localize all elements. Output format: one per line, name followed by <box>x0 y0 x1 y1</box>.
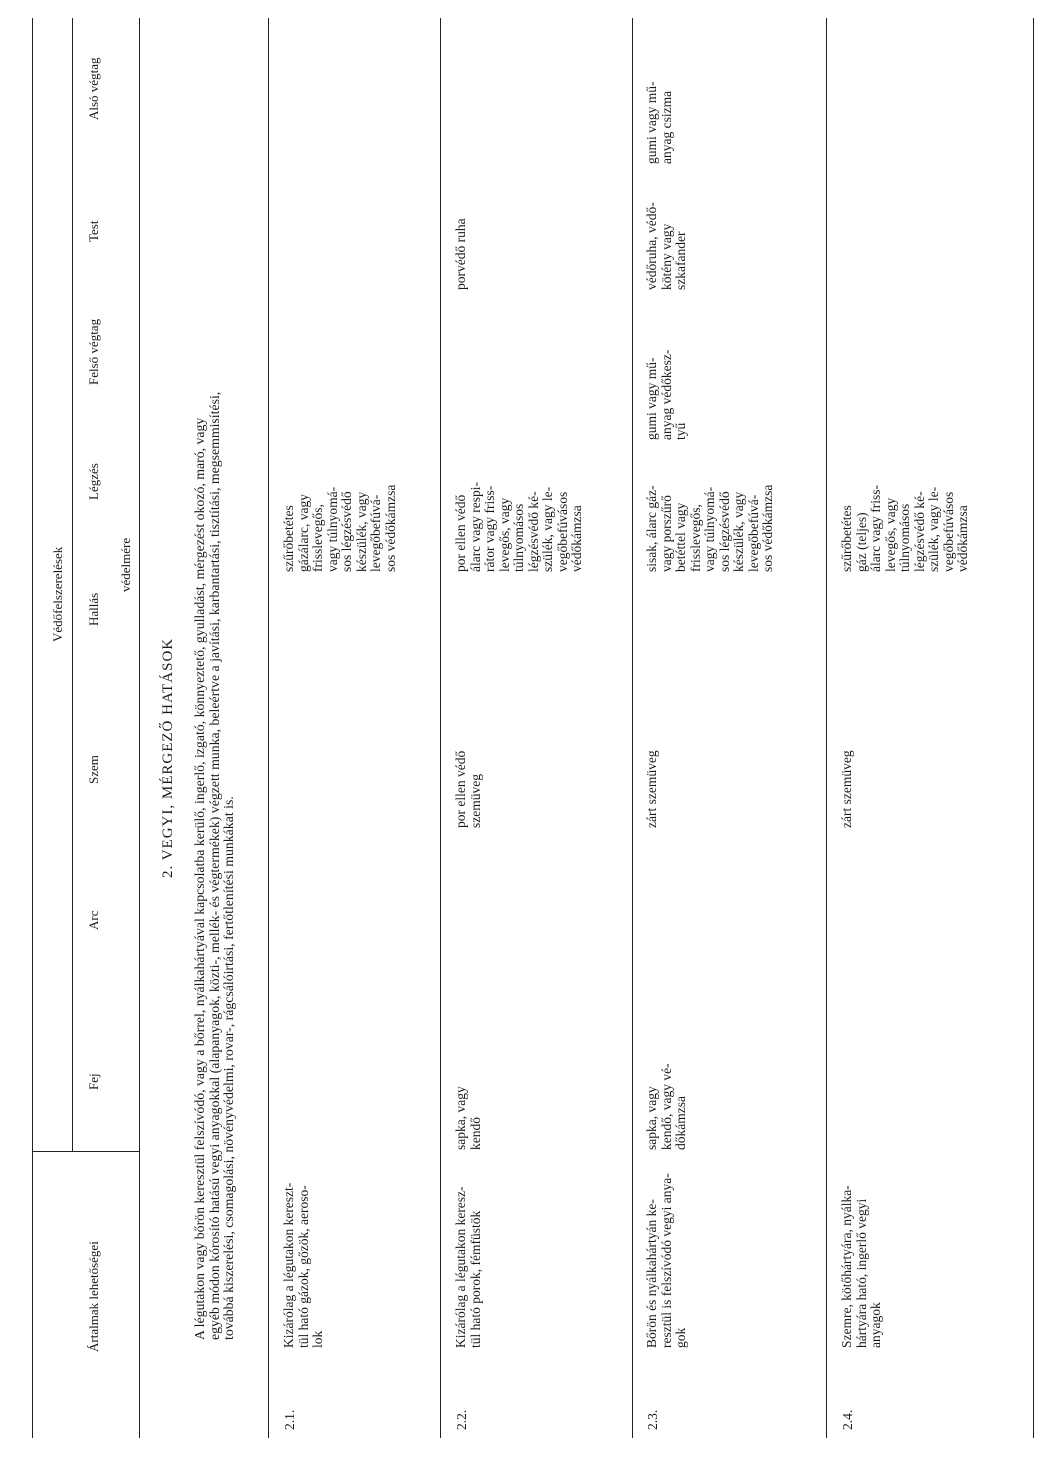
row-respiration <box>282 485 398 572</box>
text-line: por ellen védő <box>453 750 468 828</box>
text-line: frisslevegős, <box>310 504 325 572</box>
header-bottom-rule <box>139 18 140 1438</box>
text-line: álarc vagy friss- <box>868 485 883 572</box>
intro-line: egyéb módon kórosító hatású vegyi anyagokkal (alapanyagok, közti-, mellék- és végtermékek) végzett munka, beleértve a javítási, karbantartási, tisztítási, megsemmisítési, <box>206 391 222 1340</box>
row-rule-2 <box>632 18 633 1438</box>
text-line: légzésvédő ké- <box>911 491 927 572</box>
header-protective-equipment: Védőfelszerelések <box>50 546 65 642</box>
section-title: 2. VEGYI, MÉRGEZŐ HATÁSOK <box>160 637 176 878</box>
text-line: vegőbefúvásos <box>554 491 570 572</box>
text-line: porvédő ruha <box>453 218 468 290</box>
text-line: anyag védőkesz- <box>658 349 674 440</box>
text-line: rátor vagy friss- <box>482 485 497 572</box>
text-line: készülék, vagy <box>353 491 369 572</box>
row-rule-3 <box>826 18 827 1438</box>
row-number: 2.2. <box>454 1409 469 1430</box>
text-line: zárt szemüveg <box>644 750 659 828</box>
text-line: vegőbefúvásos <box>940 491 956 572</box>
text-line: szülék, vagy le- <box>540 486 555 572</box>
text-line: kendő, vagy vé- <box>658 1063 674 1150</box>
row-lower-limb <box>645 82 674 165</box>
text-line: tül ható porok, fémfüstök <box>467 1210 483 1348</box>
text-line: anyag csizma <box>658 90 674 164</box>
text-line: kendő <box>467 1117 483 1150</box>
text-line: frisslevegős, <box>687 504 703 572</box>
intro-line: A légutakon vagy bőrön keresztül felszívódó, vagy a bőrrel, nyálkahártyával kapcsolatba kerülő, ingerlő, izgató, könnyeztető, gyulladást, mérgezést okozó, maró, vagy <box>192 417 207 1340</box>
text-line: gáz (teljes) <box>853 512 869 572</box>
text-line: tyű <box>673 422 688 440</box>
text-line: betéttel vagy <box>673 502 688 572</box>
text-line: zárt szemüveg <box>839 750 854 828</box>
row-eye <box>645 750 660 828</box>
row-number: 2.1. <box>282 1409 297 1430</box>
text-line: hártyára ható, ingerlő vegyi <box>853 1198 869 1348</box>
text-line: szemüveg <box>467 774 483 828</box>
row-rule-1 <box>440 18 441 1438</box>
table-bottom-rule <box>1033 18 1034 1438</box>
text-line: sapka, vagy <box>644 1086 659 1150</box>
section-intro <box>193 392 237 1340</box>
text-line: sos légzésvédő <box>716 491 732 572</box>
text-line: álarc vagy respi- <box>467 482 483 572</box>
text-line: túlnyomásos <box>897 503 912 572</box>
row-head <box>645 1063 689 1150</box>
text-line: szkafander <box>673 231 688 290</box>
text-line: levegős, vagy <box>496 497 512 572</box>
text-line: gok <box>673 1327 688 1348</box>
row-eye <box>454 751 483 828</box>
header-hazards: Ártalmak lehetőségei <box>86 1241 101 1352</box>
text-line: resztül is felszívódó vegyi anya- <box>658 1173 674 1348</box>
row-hazard <box>282 1183 326 1348</box>
text-line: kötény vagy <box>658 223 674 290</box>
text-line: gázálarc, vagy <box>295 494 311 572</box>
header-col-eye: Szem <box>86 755 101 784</box>
text-line: túlnyomásos <box>511 503 526 572</box>
text-line: Kizárólag a légutakon kereszt- <box>281 1182 296 1348</box>
row-hazard <box>645 1173 689 1348</box>
text-line: Bőrön és nyálkahártyán ke- <box>644 1199 659 1348</box>
row-respiration <box>645 485 776 572</box>
row-eye <box>840 750 855 828</box>
text-line: szűrőbetétes <box>839 505 854 572</box>
text-line: lok <box>310 1330 325 1348</box>
text-line: védőkámzsa <box>955 505 970 572</box>
text-line: gumi vagy mű- <box>644 357 659 440</box>
text-line: gumi vagy mű- <box>644 81 659 164</box>
text-line: sos védőkámzsa <box>382 484 398 572</box>
header-col-lower-limb: Alsó végtag <box>86 57 101 120</box>
header-col-upper-limb: Felső végtag <box>86 318 101 385</box>
text-line: vagy porszűrő <box>658 495 674 572</box>
text-line: vagy túlnyomá- <box>702 486 717 572</box>
intro-line: továbbá kiszerelési, csomagolási, növényvédelmi, rovar-, rágcsálóirtási, fertőtlenítési munkákat is. <box>221 796 237 1340</box>
row-hazard <box>454 1186 483 1348</box>
text-line: védőruha, védő- <box>644 202 659 290</box>
text-line: vagy túlnyomá- <box>324 486 340 572</box>
text-line: sos légzésvédő <box>339 491 354 572</box>
row-body <box>454 218 469 290</box>
section-rule <box>268 18 269 1438</box>
header-col-respiration: Légzés <box>86 463 101 500</box>
text-line: anyagok <box>868 1302 883 1348</box>
text-line: készülék, vagy <box>731 491 746 572</box>
text-line: tül ható gázok, gőzök, aeroso- <box>295 1185 311 1348</box>
row-head <box>454 1086 483 1150</box>
row-respiration <box>454 482 585 572</box>
text-line: Szemre, kötőhártyára, nyálka- <box>839 1185 854 1348</box>
header-col-head: Fej <box>86 1073 101 1090</box>
text-line: por ellen védő <box>453 494 468 572</box>
text-line: sos védőkámzsa <box>760 484 775 572</box>
text-line: Kizárólag a légutakon keresz- <box>453 1186 468 1348</box>
hazard-column-divider <box>32 1151 140 1152</box>
text-line: sisak, álarc gáz- <box>644 485 659 572</box>
header-subgroup: védelmére <box>118 537 133 592</box>
row-respiration <box>840 485 971 572</box>
text-line: levegőbefúvá- <box>745 494 761 572</box>
table-top-rule <box>32 18 33 1438</box>
header-col-face: Arc <box>86 910 101 930</box>
row-hazard <box>840 1185 884 1348</box>
text-line: dőkámzsa <box>673 1096 688 1150</box>
row-number: 2.4. <box>840 1409 855 1430</box>
text-line: szülék, vagy le- <box>926 486 941 572</box>
text-line: légzésvédő ké- <box>525 491 541 572</box>
text-line: levegőbefúvá- <box>368 494 383 572</box>
text-line: védőkámzsa <box>569 505 584 572</box>
text-line: levegős, vagy <box>882 497 898 572</box>
row-upper-limb <box>645 350 689 440</box>
group-header-underline <box>72 18 73 1152</box>
text-line: szűrőbetétes <box>281 505 296 572</box>
text-line: sapka, vagy <box>453 1086 468 1150</box>
row-body <box>645 202 689 290</box>
row-number: 2.3. <box>645 1409 660 1430</box>
header-col-body: Test <box>86 220 101 242</box>
header-col-hearing: Hallás <box>86 592 101 626</box>
